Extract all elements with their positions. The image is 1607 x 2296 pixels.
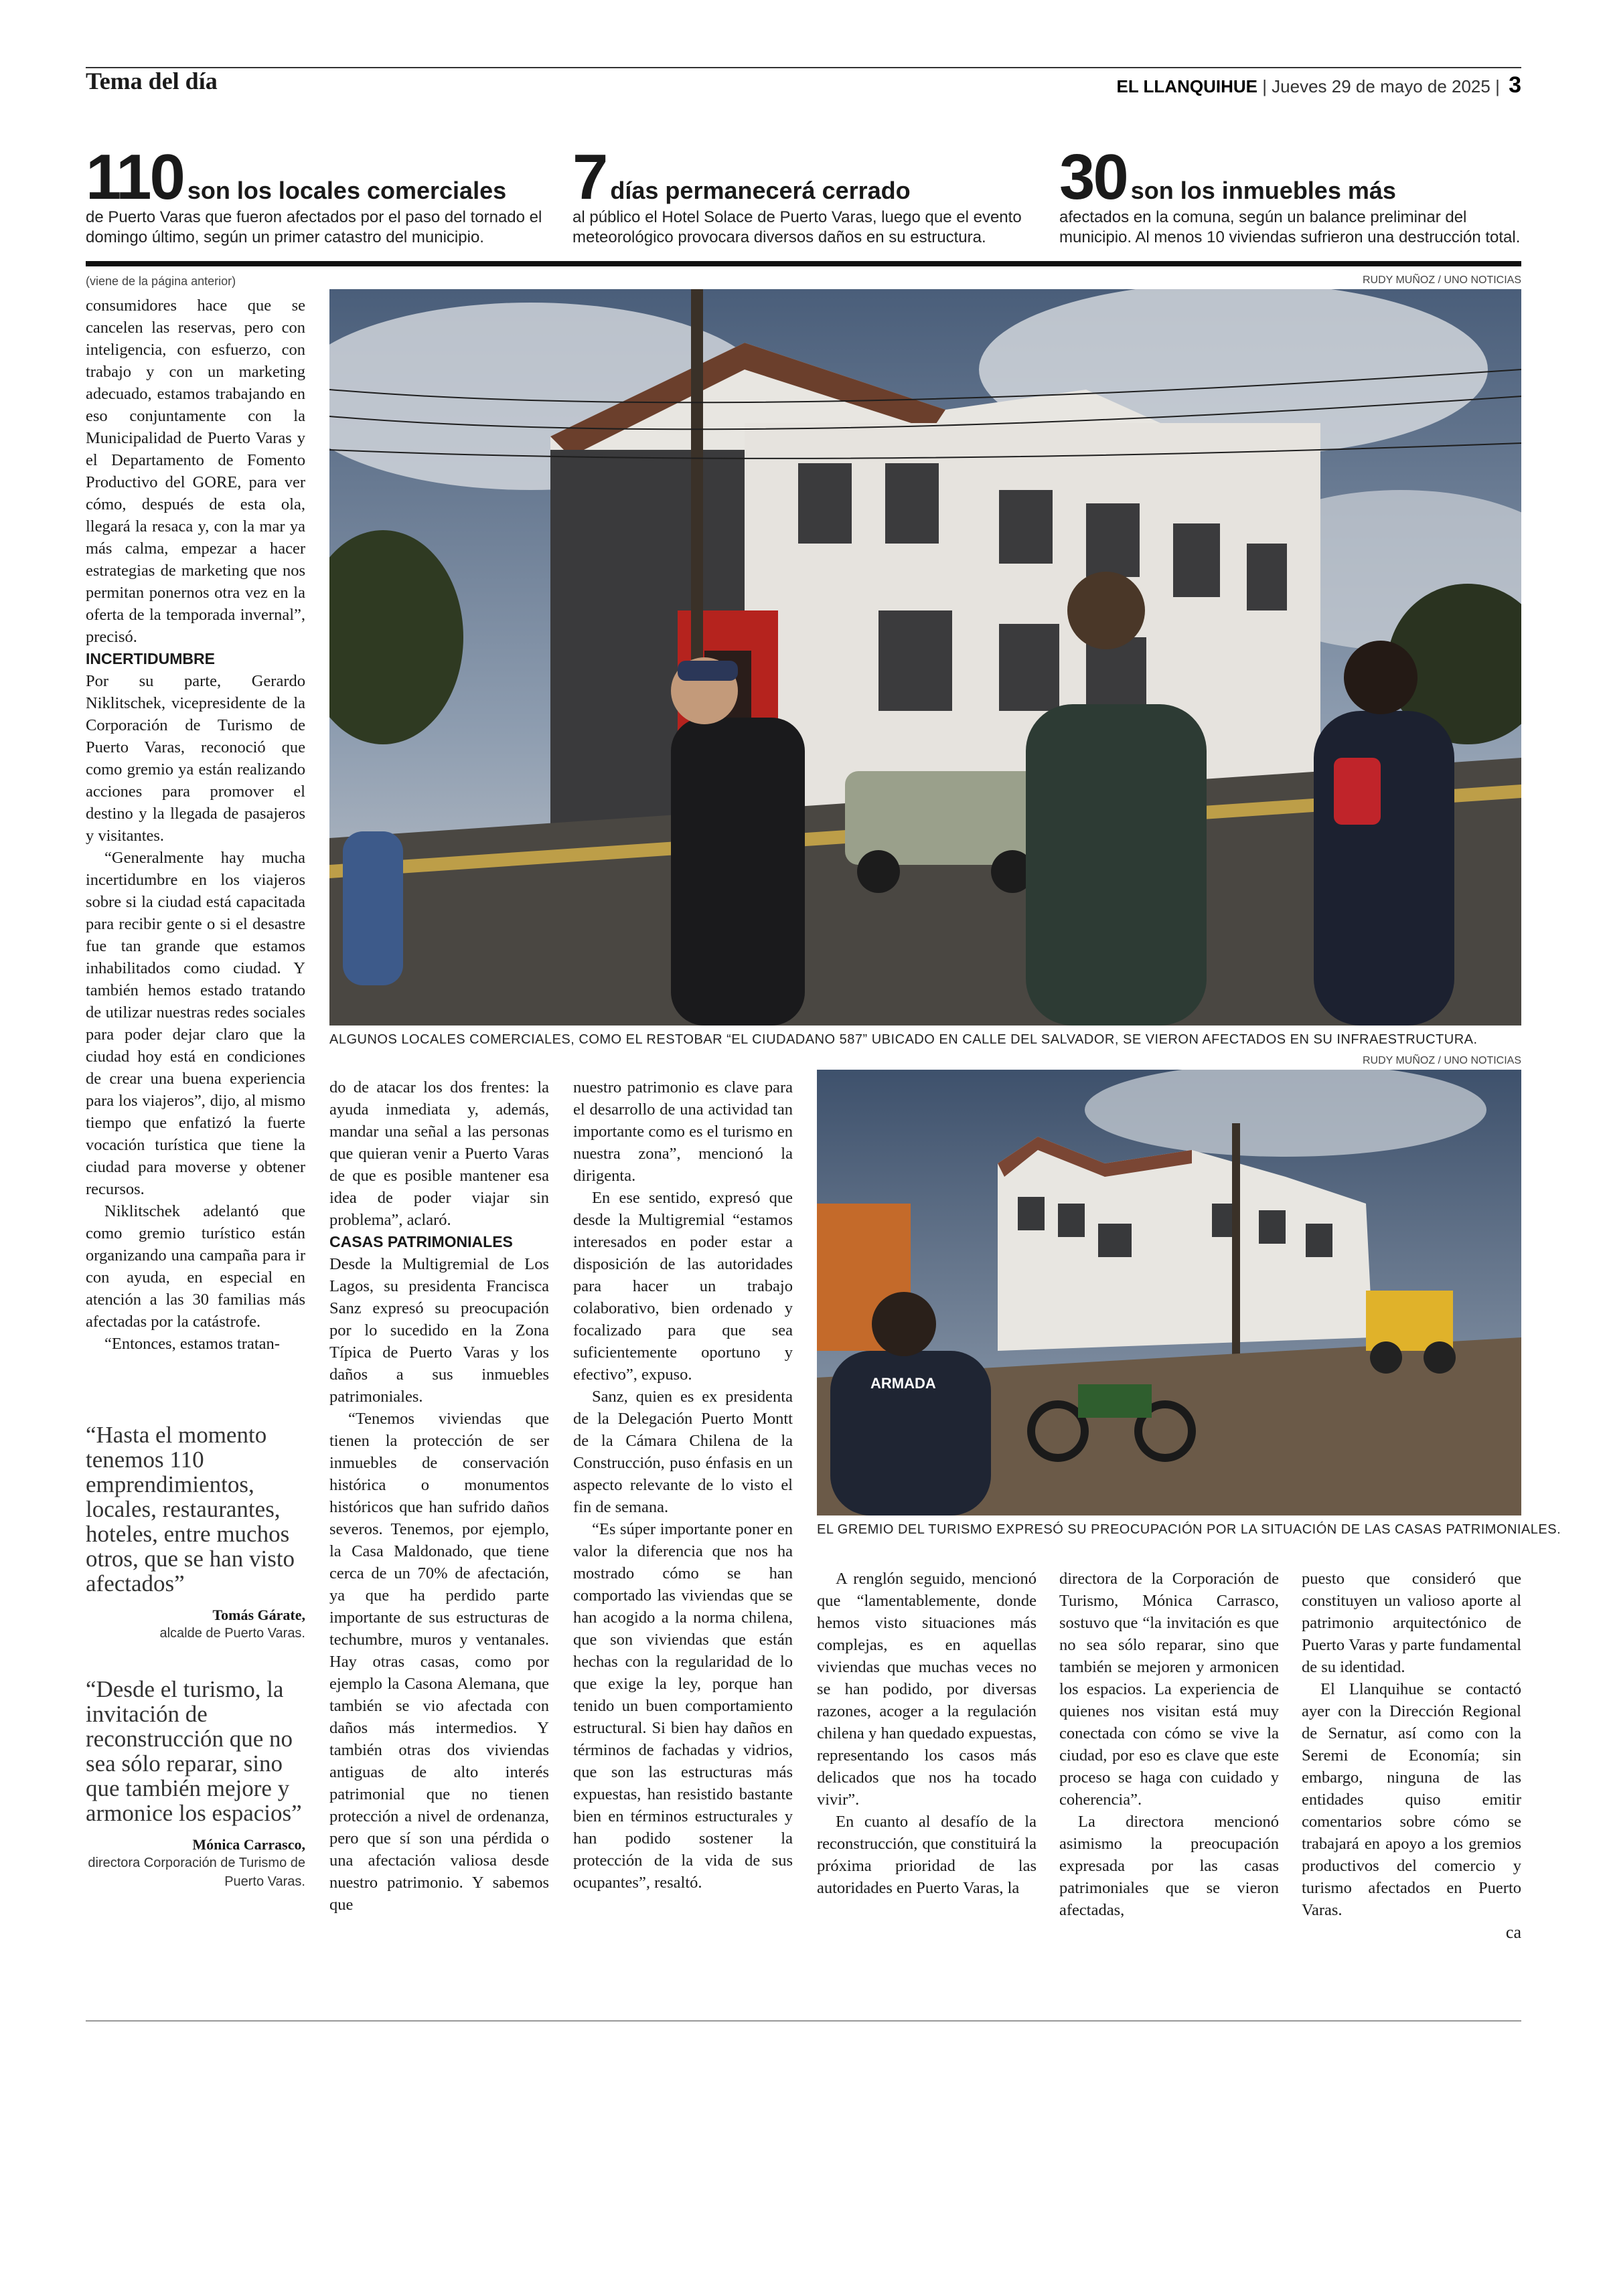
paragraph: do de atacar los dos frentes: la ayuda inmediata y, además, mandar una señal a las personas que quieran venir a Puerto Varas de que es posible mantener esa idea de poder viajar sin problema”, aclaró. xyxy=(329,1078,549,1229)
paragraph: “Entonces, estamos tratan- xyxy=(104,1335,280,1353)
stat-text: de Puerto Varas que fueron afectados por el paso del tornado el domingo último, según un primer catastro del municipio. xyxy=(86,208,542,246)
paragraph: nuestro patrimonio es clave para el desarrollo de una actividad tan importante como es el turismo en nuestra zona”, mencionó la dirigenta. xyxy=(573,1078,793,1185)
article-column-2 xyxy=(329,1076,549,1916)
quote-role: alcalde de Puerto Varas. xyxy=(159,1626,305,1641)
photo-restobar-damaged-building xyxy=(329,289,1521,1026)
stat-number: 30 xyxy=(1059,141,1127,213)
continued-note: (viene de la página anterior) xyxy=(86,274,236,288)
paragraph: En cuanto al desafío de la reconstrucción, que constituirá la próxima prioridad de las autoridades en Puerto Varas, la xyxy=(817,1813,1037,1897)
paragraph: A renglón seguido, mencionó que “lamentablemente, donde hemos visto situaciones más complejas, es en aquellas viviendas que muchas veces no se han podido, por diversas razones, acoger a la regulación chilena y han quedado expuestas, representando los casos más delicados que nos ha tocado vivir”. xyxy=(817,1570,1037,1809)
stat-block-3 xyxy=(1059,141,1528,248)
header-rule xyxy=(86,67,1521,68)
photo2-caption: EL GREMIO DEL TURISMO EXPRESÓ SU PREOCUPACIÓN POR LA SITUACIÓN DE LAS CASAS PATRIMONIALES. xyxy=(817,1522,1561,1537)
masthead-info xyxy=(1117,72,1521,98)
paragraph: La directora mencionó asimismo la preocupación expresada por las casas patrimoniales que se vieron afectadas, xyxy=(1059,1813,1279,1919)
quote-role: directora Corporación de Turismo de Puerto Varas. xyxy=(88,1856,305,1889)
subheading-incertidumbre: INCERTIDUMBRE xyxy=(86,650,215,667)
article-column-4 xyxy=(817,1568,1037,1899)
quote-author: Mónica Carrasco, xyxy=(192,1836,305,1853)
photo-patrimonial-house-cleanup xyxy=(817,1070,1521,1515)
article-column-5 xyxy=(1059,1568,1279,1921)
paragraph: directora de la Corporación de Turismo, Mónica Carrasco, sostuvo que “la invitación es que no sea sólo reparar, sino que también se mejoren y armonicen los espacios. La experiencia de quienes nos visitan está muy conectada con cómo se vive la ciudad, por eso es clave que este proceso se haga con cuidado y coherencia”. xyxy=(1059,1570,1279,1809)
quote-author: Tomás Gárate, xyxy=(212,1607,305,1623)
photo1-caption: ALGUNOS LOCALES COMERCIALES, COMO EL RESTOBAR “EL CIUDADANO 587” UBICADO EN CALLE DEL SALVADOR, SE VIERON AFECTADOS EN SU INFRAESTRUCTURA. xyxy=(329,1032,1478,1047)
article-column-6 xyxy=(1302,1568,1521,1944)
paragraph: “Generalmente hay mucha incertidumbre en los viajeros sobre si la ciudad está capacitada para recibir gente o si el desastre fue tan grande que estamos inhabilitados como ciudad. Y también hemos estado tratando de utilizar nuestras redes sociales para poder dejar claro que la ciudad hoy está en condiciones de crear una buena experiencia para los viajeros”, dijo, al mismo tiempo que enfatizó la fuerte vocación turística que tiene la ciudad para moverse y obtener recursos. xyxy=(86,849,305,1198)
paragraph: “Tenemos viviendas que tienen la protección de ser inmuebles de conservación histórica o monumentos históricos que han sufrido daños severos. Tenemos, por ejemplo, la Casa Maldonado, que tiene cerca de un 70% de afectación, ya que ha perdido parte importante de sus estructuras de techumbre, muros y ventanales. Hay otras casas, como por ejemplo la Casona Alemana, que también se vio afectada con daños más intermedios. Y también otras dos viviendas antiguas de alto interés patrimonial que no tienen protección a nivel de ordenanza, pero que sí son una pérdida o una afectación valiosa desde nuestro patrimonio. Y sabemos que xyxy=(329,1410,549,1914)
stat-text: afectados en la comuna, según un balance preliminar del municipio. Al menos 10 viviendas sufrieron una destrucción total. xyxy=(1059,208,1521,246)
quote-text: “Hasta el momento tenemos 110 emprendimientos, locales, restaurantes, hoteles, entre muchos otros, que se han visto afectados” xyxy=(86,1422,295,1596)
newspaper-name: EL LLANQUIHUE xyxy=(1116,76,1257,96)
subheading-casas-patrimoniales: CASAS PATRIMONIALES xyxy=(329,1233,513,1250)
stat-headline: son los inmuebles más xyxy=(1130,177,1396,204)
stat-block-2 xyxy=(572,141,1041,248)
stat-headline: son los locales comerciales xyxy=(187,177,507,204)
stat-number: 110 xyxy=(86,141,183,213)
pull-quote-2 xyxy=(86,1677,305,1891)
quote-text: “Desde el turismo, la invitación de reconstrucción que no sea sólo reparar, sino que también mejore y armonice los espacios” xyxy=(86,1676,302,1826)
article-column-3 xyxy=(573,1076,793,1894)
vest-label-text: ARMADA xyxy=(870,1375,936,1392)
paragraph: Desde la Multigremial de Los Lagos, su presidenta Francisca Sanz expresó su preocupación por lo sucedido en la Zona Típica de Puerto Varas y los daños a sus inmuebles patrimoniales. xyxy=(329,1255,549,1406)
photo2-credit: RUDY MUÑOZ / UNO NOTICIAS xyxy=(1362,1055,1521,1066)
stat-divider-bar xyxy=(86,261,1521,266)
footer-rule xyxy=(86,2020,1521,2022)
paragraph: Por su parte, Gerardo Niklitschek, vicepresidente de la Corporación de Turismo de Puerto Varas, reconoció que como gremio ya están realizando acciones para promover el destino y la llegada de pasajeros y visitantes. xyxy=(86,672,305,845)
article-column-1 xyxy=(86,295,305,1355)
section-label: Tema del día xyxy=(86,68,218,94)
stat-headline: días permanecerá cerrado xyxy=(610,177,911,204)
issue-date: | Jueves 29 de mayo de 2025 | xyxy=(1262,76,1500,96)
stat-number: 7 xyxy=(572,141,607,213)
paragraph: puesto que consideró que constituyen un valioso aporte al patrimonio arquitectónico de Puerto Varas y parte fundamental de su identidad. xyxy=(1302,1570,1521,1676)
paragraph: Sanz, quien es ex presidenta de la Delegación Puerto Montt de la Cámara Chilena de la Construcción, puso énfasis en un aspecto relevante de lo visto el fin de semana. xyxy=(573,1388,793,1516)
paragraph: consumidores hace que se cancelen las reservas, pero con inteligencia, con esfuerzo, con trabajo y con un marketing adecuado, estamos trabajando en eso conjuntamente con la Municipalidad de Puerto Varas y el Departamento de Fomento Productivo del GORE, para ver cómo, después de esta ola, llegará la resaca y, con la mar ya más calma, empezar a hacer estrategias de marketing que nos permitan ponernos otra vez en la oferta de la temporada invernal”, precisó. xyxy=(86,297,305,646)
photo1-credit: RUDY MUÑOZ / UNO NOTICIAS xyxy=(1362,274,1521,286)
paragraph: En ese sentido, expresó que desde la Multigremial “estamos interesados en poder estar a disposición de las autoridades para hacer un trabajo colaborativo, bien ordenado y focalizado para que sea suficientemente oportuno y efectivo”, expuso. xyxy=(573,1189,793,1384)
end-of-article-icon: ca xyxy=(1505,1922,1521,1942)
paragraph: “Es súper importante poner en valor la diferencia que nos ha mostrado cómo se han comportado las viviendas que se han acogido a la norma chilena, que son viviendas que están hechas con la regularidad de lo que exige la ley, porque han tenido un buen comportamiento estructural. Si bien hay daños en términos de fachadas y vidrios, que son las estructuras más expuestas, han resistido bastante bien en términos estructurales y han podido sostener la protección de la vida de sus ocupantes”, resaltó. xyxy=(573,1520,793,1892)
stat-block-1 xyxy=(86,141,554,248)
paragraph: El Llanquihue se contactó ayer con la Dirección Regional de Sernatur, así como con la Seremi de Economía; sin embargo, ninguna de las entidades quiso emitir comentarios sobre cómo se trabajará en apoyo a los gremios productivos del comercio y turismo afectados en Puerto Varas. xyxy=(1302,1680,1521,1919)
pull-quote-1 xyxy=(86,1422,305,1643)
stat-text: al público el Hotel Solace de Puerto Varas, luego que el evento meteorológico provocara diversos daños en su estructura. xyxy=(572,208,1022,246)
page-number: 3 xyxy=(1509,72,1521,98)
paragraph: Niklitschek adelantó que como gremio turístico están organizando una campaña para ir con ayuda, en especial en atención a las 30 familias más afectadas por la catástrofe. xyxy=(86,1202,305,1331)
